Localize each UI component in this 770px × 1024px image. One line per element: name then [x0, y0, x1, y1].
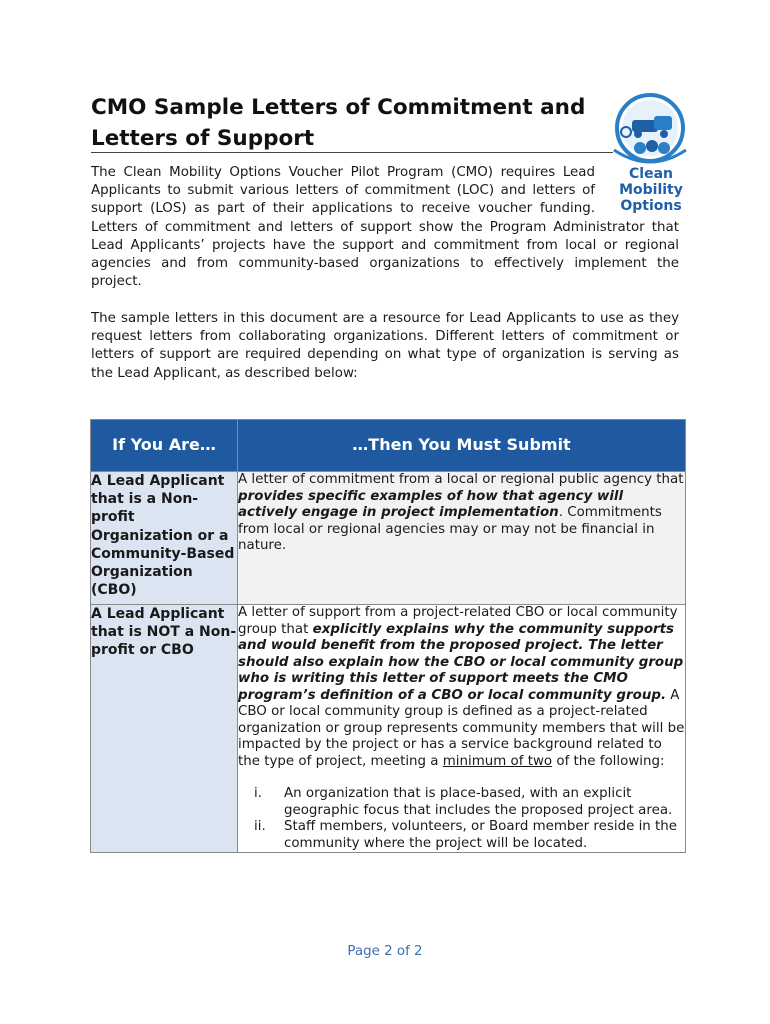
column-header-if-you-are: If You Are… [91, 420, 238, 472]
title-divider [91, 152, 613, 153]
intro-paragraph-1: The Clean Mobility Options Voucher Pilot Program (CMO) requires Lead Applicants to submit various letters of commitment (LOC) and letters of support (LOS) as part of their applications to receive voucher funding. Letters of commitment and letters of support show the Program Administrator that Lead Applicants’ projects have the support and commitment from local or regional agencies and from community-based organizations to effectively implement the project. [91, 165, 679, 290]
list-item: ii. Staff members, volunteers, or Board member reside in the community where the project will be located. [254, 819, 678, 851]
page-number: Page 2 of 2 [347, 944, 423, 959]
row-requirement: A letter of support from a project-related CBO or local community group that explicitly explains why the community supports and would benefit from the proposed project. The letter should also explain how the CBO or local community group who is writing this letter of support meets the CMO program’s definition of a CBO or local community group. A CBO or local community group is defined as a project-related organization or group represents community members that will be impacted by the project or has a service background related to the type of project, meeting a minimum of two of the following: i. An organization that is place-based, with an explicit geographic focus that includes the proposed project area. ii. Staff members, volunteers, or Board member reside in the community where the project will be located. [238, 605, 685, 851]
cbo-criteria-list [238, 786, 685, 852]
row-requirement: A letter of commitment from a local or regional public agency that provides specific examples of how that agency will actively engage in project implementation. Commitments from local or regional agencies may or may not be financial in nature. [238, 472, 686, 605]
row-applicant-type: A Lead Applicant that is NOT a Non-profit or CBO [91, 605, 238, 853]
row-applicant-type: A Lead Applicant that is a Non-profit Organization or a Community-Based Organization (CBO) [91, 472, 238, 605]
logo-word-mobility: Mobility [619, 182, 683, 198]
logo-word-options: Options [620, 198, 682, 214]
table-row [91, 605, 686, 853]
table-header-row [91, 420, 686, 472]
table-row [91, 472, 686, 605]
list-item: i. An organization that is place-based, with an explicit geographic focus that includes the proposed project area. [254, 786, 673, 818]
document-title: CMO Sample Letters of Commitment and Letters of Support [91, 95, 586, 151]
intro-paragraph-2: The sample letters in this document are a resource for Lead Applicants to use as they request letters from collaborating organizations. Different letters of commitment or letters of support are required depending on what type of organization is serving as the Lead Applicant, as described below: [91, 311, 679, 381]
requirements-table [90, 419, 686, 853]
column-header-then-submit: …Then You Must Submit [238, 420, 686, 472]
logo-word-clean: Clean [629, 166, 673, 182]
